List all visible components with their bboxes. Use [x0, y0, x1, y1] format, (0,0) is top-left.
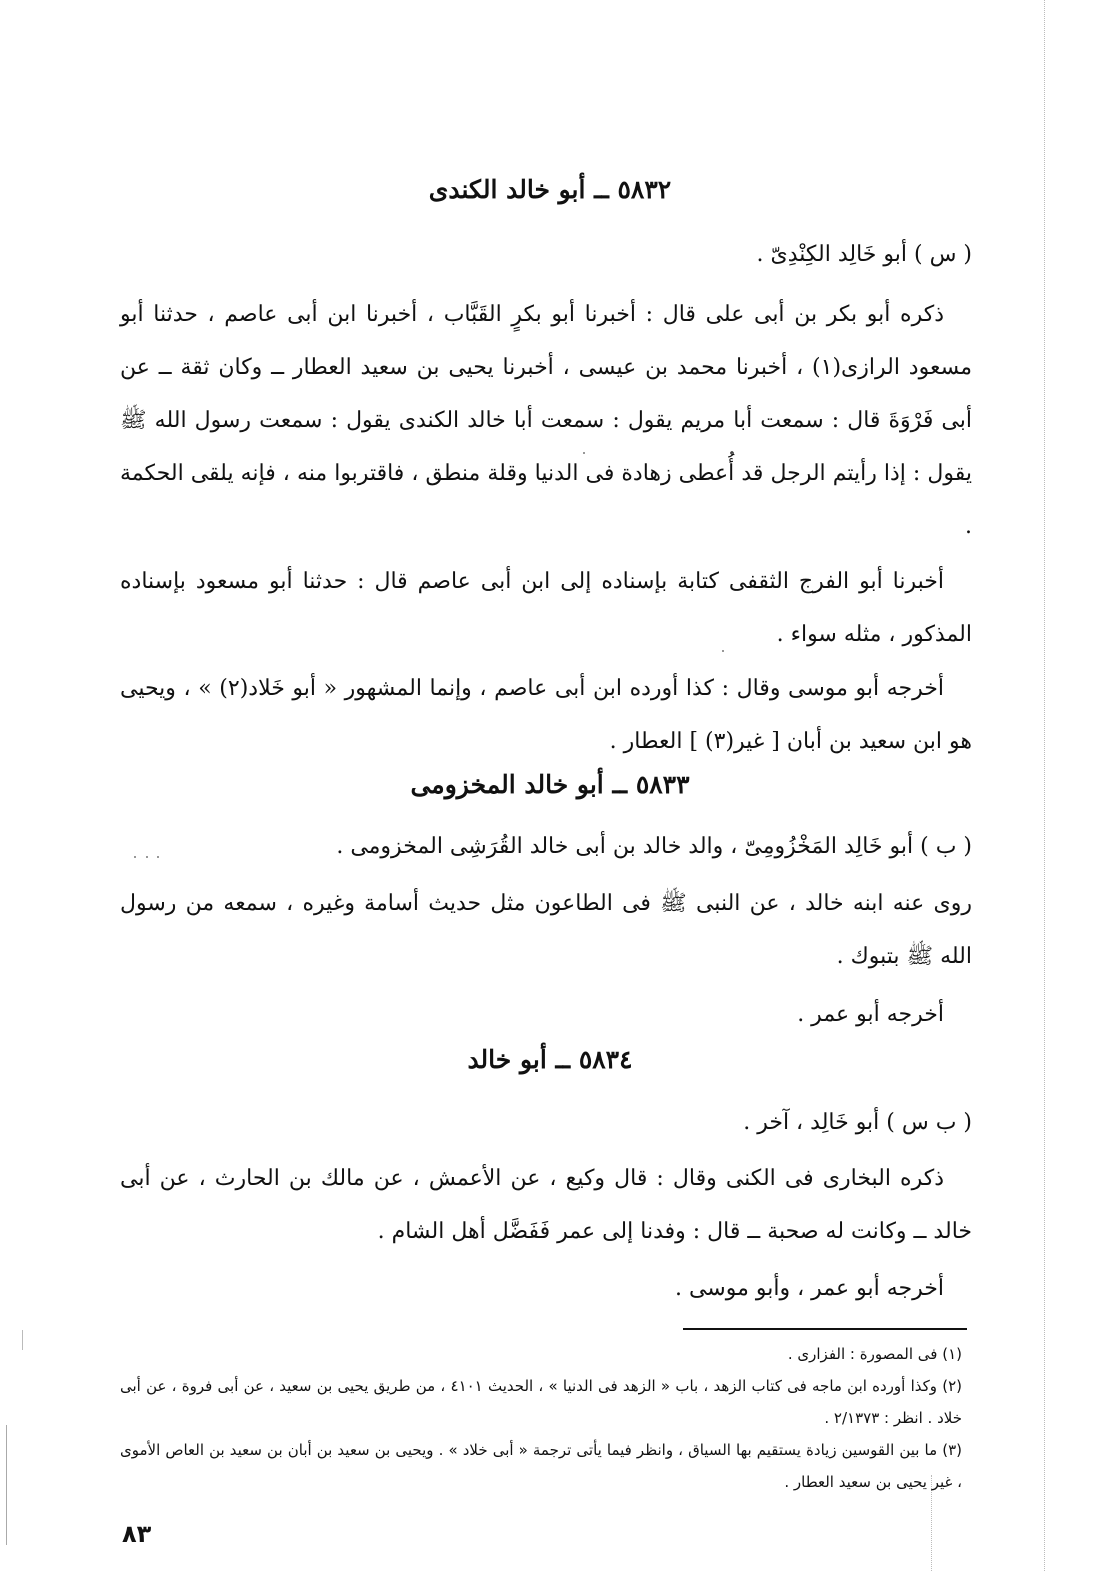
- footnote: (١) فى المصورة : الفزارى .: [787, 1345, 962, 1363]
- scan-edge-line: [6, 1425, 7, 1545]
- entry-paragraph: أخبرنا أبو الفرج الثقفى كتابة بإسناده إلى ابن أبى عاصم قال : حدثنا أبو مسعود بإسناده المذكور ، مثله سواء .: [120, 569, 972, 647]
- footnote: (٢) وكذا أورده ابن ماجه فى كتاب الزهد ، باب « الزهد فى الدنيا » ، الحديث ٤١٠١ ، من طريق يحيى بن سعيد ، عن أبى فروة ، عن أبى خلاد . انظر : ٢/١٣٧٣ .: [120, 1377, 962, 1427]
- entry-heading: ٥٨٣٣ ــ أبو خالد المخزومى: [410, 770, 690, 799]
- entry-heading: ٥٨٣٢ ــ أبو خالد الكندى: [428, 175, 672, 204]
- entry-heading: ٥٨٣٤ ــ أبو خالد: [467, 1045, 633, 1074]
- entry-paragraph: أخرجه أبو موسى وقال : كذا أورده ابن أبى عاصم ، وإنما المشهور « أبو خَلاد(٢) » ، ويحيى هو ابن سعيد بن أبان [ غير(٣) ] العطار .: [120, 676, 972, 754]
- entry-paragraph: أخرجه أبو عمر ، وأبو موسى .: [674, 1276, 944, 1301]
- scan-edge-line: [22, 1330, 23, 1350]
- entry-paragraph: روى عنه ابنه خالد ، عن النبى ﷺ فى الطاعون مثل حديث أسامة وغيره ، سمعه من رسول الله ﷺ بتبوك .: [120, 891, 972, 969]
- page-number: ٨٣: [122, 1520, 152, 1548]
- entry-paragraph: ذكره أبو بكر بن أبى على قال : أخبرنا أبو بكرٍ القَبَّاب ، أخبرنا ابن أبى عاصم ، حدثنا أبو مسعود الرازى(١) ، أخبرنا محمد بن عيسى ، أخبرنا يحيى بن سعيد العطار ــ وكان ثقة ــ عن أبى فَرْوَةَ قال : سمعت أبا مريم يقول : سمعت أبا خالد الكندى يقول : سمعت رسول الله ﷺ يقول : إذا رأيتم الرجل قد أُعطى زهادة فى الدنيا وقلة منطق ، فاقتربوا منه ، فإنه يلقى الحكمة .: [120, 302, 972, 539]
- entry-paragraph: أخرجه أبو عمر .: [797, 1002, 944, 1027]
- entry-intro: ( ب ) أبو خَالِد المَخْزُومِىّ ، والد خالد بن أبى خالد القُرَشِى المخزومى .: [336, 834, 972, 859]
- footnote-separator: [683, 1328, 967, 1330]
- entry-intro: ( س ) أبو خَالِد الكِنْدِىّ .: [756, 242, 972, 267]
- entry-paragraph: ذكره البخارى فى الكنى وقال : قال وكيع ، عن الأعمش ، عن مالك بن الحارث ، عن أبى خالد ــ وكانت له صحبة ــ قال : وفدنا إلى عمر فَفَضَّل أهل الشام .: [120, 1166, 972, 1244]
- entry-intro: ( ب س ) أبو خَالِد ، آخر .: [743, 1110, 972, 1135]
- footnote: (٣) ما بين القوسين زيادة يستقيم بها السياق ، وانظر فيما يأتى ترجمة « أبى خلاد » . ويحيى بن سعيد بن أبان بن سعيد بن العاص الأموى ، غير يحيى بن سعيد العطار .: [120, 1441, 962, 1491]
